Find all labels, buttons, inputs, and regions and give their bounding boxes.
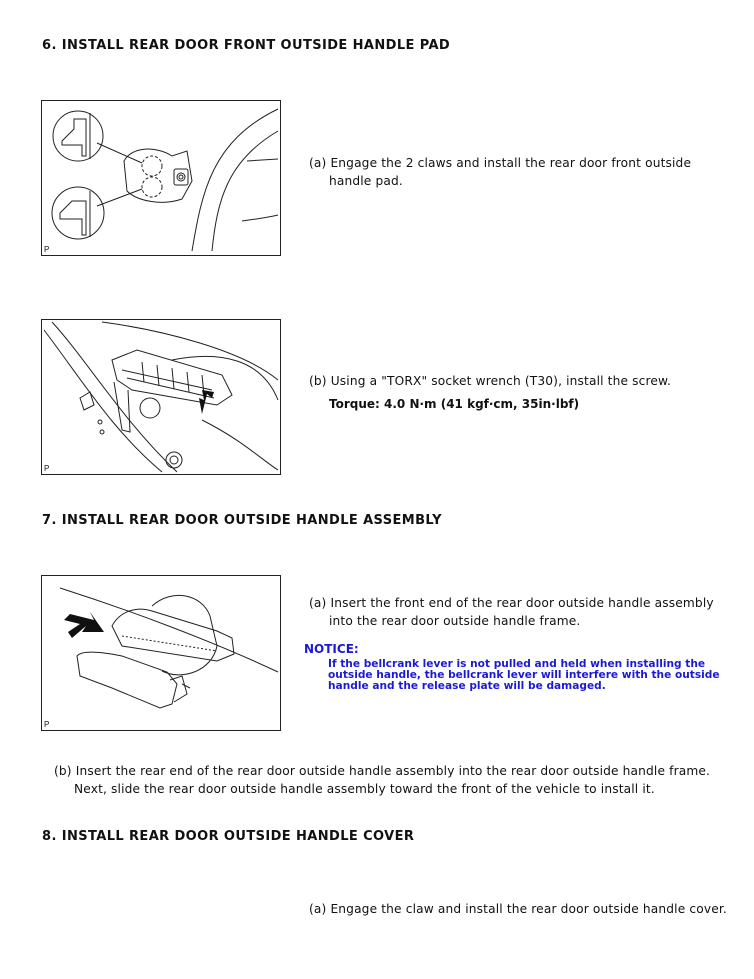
figure-label: P bbox=[44, 464, 50, 473]
step-7a-text: (a) Insert the front end of the rear door outside handle assembly into the rear door outside handle frame. bbox=[309, 596, 714, 628]
screw-drawing bbox=[42, 320, 280, 474]
screw-install-illustration bbox=[41, 319, 281, 475]
figure-label: P bbox=[44, 245, 50, 254]
notice-body: If the bellcrank lever is not pulled and held when installing the outside handle, the bellcrank lever will interfere with the outside handle and the release plate will be damaged. bbox=[328, 658, 720, 692]
notice-title: NOTICE: bbox=[304, 642, 359, 656]
handle-pad-drawing bbox=[42, 101, 280, 255]
handle-pad-claws-illustration bbox=[41, 100, 281, 256]
torque-spec: Torque: 4.0 N·m (41 kgf·cm, 35in·lbf) bbox=[329, 397, 580, 411]
outside-handle-illustration bbox=[41, 575, 281, 731]
step-6a-text: (a) Engage the 2 claws and install the rear door front outside handle pad. bbox=[309, 156, 692, 188]
section-7-heading: 7. INSTALL REAR DOOR OUTSIDE HANDLE ASSEMBLY bbox=[42, 513, 442, 528]
step-7b-text: (b) Insert the rear end of the rear door outside handle assembly into the rear door outside handle frame. Next, slide the rear door outside handle assembly toward the front of the vehicle to install it. bbox=[54, 764, 711, 796]
section-8-heading: 8. INSTALL REAR DOOR OUTSIDE HANDLE COVER bbox=[42, 829, 415, 844]
figure-label: P bbox=[44, 720, 50, 729]
outside-handle-drawing bbox=[42, 576, 280, 730]
section-6-heading: 6. INSTALL REAR DOOR FRONT OUTSIDE HANDLE PAD bbox=[42, 38, 451, 53]
step-6b-text: (b) Using a "TORX" socket wrench (T30), install the screw. bbox=[309, 374, 672, 388]
step-8a-text: (a) Engage the claw and install the rear door outside handle cover. bbox=[309, 902, 727, 916]
